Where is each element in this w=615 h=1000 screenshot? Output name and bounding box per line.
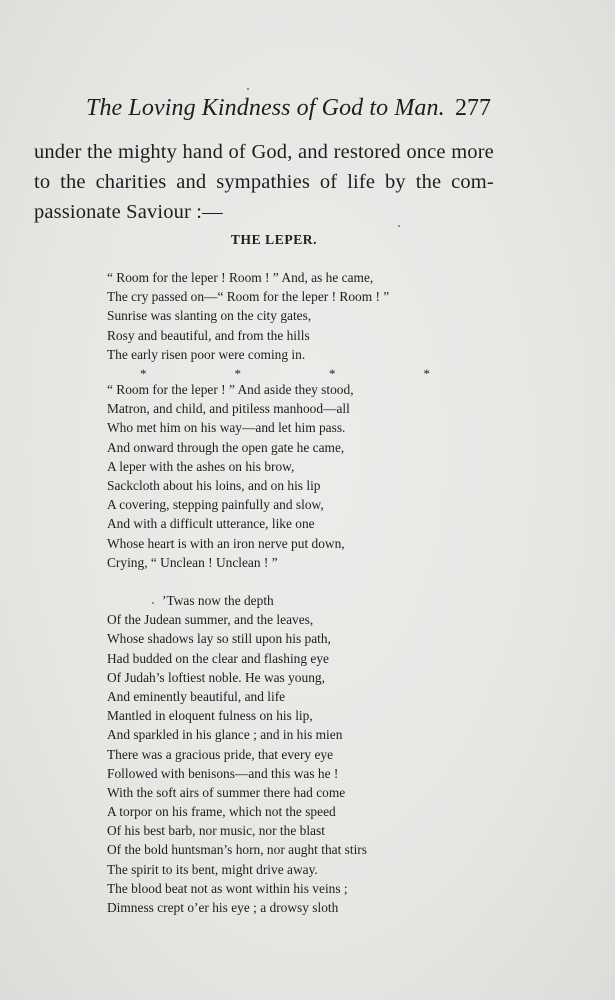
verse-line: Sackcloth about his loins, and on his lip — [107, 477, 321, 493]
verse-line: Dimness crept o’er his eye ; a drowsy sloth — [107, 900, 339, 915]
verse-line: Who met him on his way—and let him pass. — [107, 420, 346, 436]
verse-line: Rosy and beautiful, and from the hills — [107, 327, 310, 343]
prose-word: of — [228, 141, 246, 163]
prose-word: the — [86, 141, 113, 163]
verse-line: A leper with the ashes on his brow, — [107, 458, 295, 474]
verse-line: And onward through the open gate he came, — [107, 439, 345, 455]
verse-line: With the soft airs of summer there had come — [107, 784, 346, 800]
verse-line: A torpor on his frame, which not the speed — [107, 804, 336, 820]
asterisk: * — [423, 366, 430, 381]
prose-word: God, — [251, 141, 293, 163]
prose-word: more — [451, 141, 494, 163]
poem-title: THE LEPER. — [230, 232, 318, 247]
verse-line: “ Room for the leper ! Room ! ” And, as he came, — [107, 270, 374, 285]
verse-line: “ Room for the leper ! ” And aside they stood, — [107, 382, 354, 397]
verse-line: Sunrise was slanting on the city gates, — [107, 308, 312, 324]
prose-word: under — [34, 141, 82, 163]
verse-line: And with a difficult utterance, like one — [107, 516, 315, 532]
verse-line: Of the bold huntsman’s horn, nor aught that stirs — [107, 842, 367, 858]
prose-word: and — [176, 171, 207, 193]
prose-word: charities — [95, 171, 167, 193]
verse-line: The blood beat not as wont within his veins ; — [107, 880, 348, 896]
prose-paragraph — [34, 137, 494, 227]
asterisk: * — [329, 366, 336, 381]
asterisk: * — [234, 366, 241, 381]
paper-speck — [247, 88, 249, 90]
prose-word: com- — [451, 171, 494, 193]
prose-word: once — [406, 141, 446, 163]
prose-line — [34, 197, 494, 227]
poem-stanza-2 — [107, 380, 354, 572]
verse-line: The spirit to its bent, might drive away. — [107, 861, 318, 877]
verse-line: Whose shadows lay so still upon his path, — [107, 631, 331, 647]
running-title: The Loving Kindness of God to Man. — [86, 95, 445, 121]
verse-line: Matron, and child, and pitiless manhood—all — [107, 401, 350, 417]
verse-line: Had budded on the clear and flashing eye — [107, 650, 329, 666]
verse-line: Crying, “ Unclean ! Unclean ! ” — [107, 554, 278, 570]
prose-word: life — [347, 171, 376, 193]
poem-stanza-1 — [107, 268, 389, 364]
prose-word: the — [415, 171, 442, 193]
page-number: 277 — [455, 95, 491, 121]
verse-line: There was a gracious pride, that every eye — [107, 746, 334, 762]
verse-line: The cry passed on—“ Room for the leper ! Room ! ” — [107, 289, 390, 305]
verse-line: And eminently beautiful, and life — [107, 688, 286, 704]
poem-stanza-3 — [107, 591, 367, 917]
verse-line: And sparkled in his glance ; and in his mien — [107, 727, 343, 743]
prose-word: sympathies — [216, 171, 310, 193]
verse-line: A covering, stepping painfully and slow, — [107, 497, 324, 513]
prose-word: passionate Saviour :— — [34, 201, 223, 223]
asterisk: * — [140, 366, 147, 381]
prose-word: by — [385, 171, 406, 193]
verse-line: The early risen poor were coming in. — [107, 346, 306, 362]
prose-word: of — [319, 171, 338, 193]
verse-line: Of his best barb, nor music, nor the blast — [107, 823, 325, 839]
verse-line: Mantled in eloquent fulness on his lip, — [107, 708, 313, 724]
prose-word: hand — [182, 141, 223, 163]
prose-word: the — [60, 171, 86, 193]
prose-word: to — [34, 171, 51, 193]
verse-line: Whose heart is with an iron nerve put down, — [107, 535, 345, 551]
verse-line: Followed with benisons—and this was he ! — [107, 765, 339, 781]
verse-line: Of Judah’s loftiest noble. He was young, — [107, 669, 325, 685]
prose-word: restored — [333, 141, 401, 163]
prose-word: mighty — [118, 141, 177, 163]
prose-line — [34, 137, 494, 167]
running-header — [86, 94, 491, 122]
prose-line — [34, 167, 494, 197]
verse-line: Of the Judean summer, and the leaves, — [107, 612, 314, 628]
prose-word: and — [298, 141, 329, 163]
verse-line: ’Twas now the depth — [162, 593, 274, 608]
